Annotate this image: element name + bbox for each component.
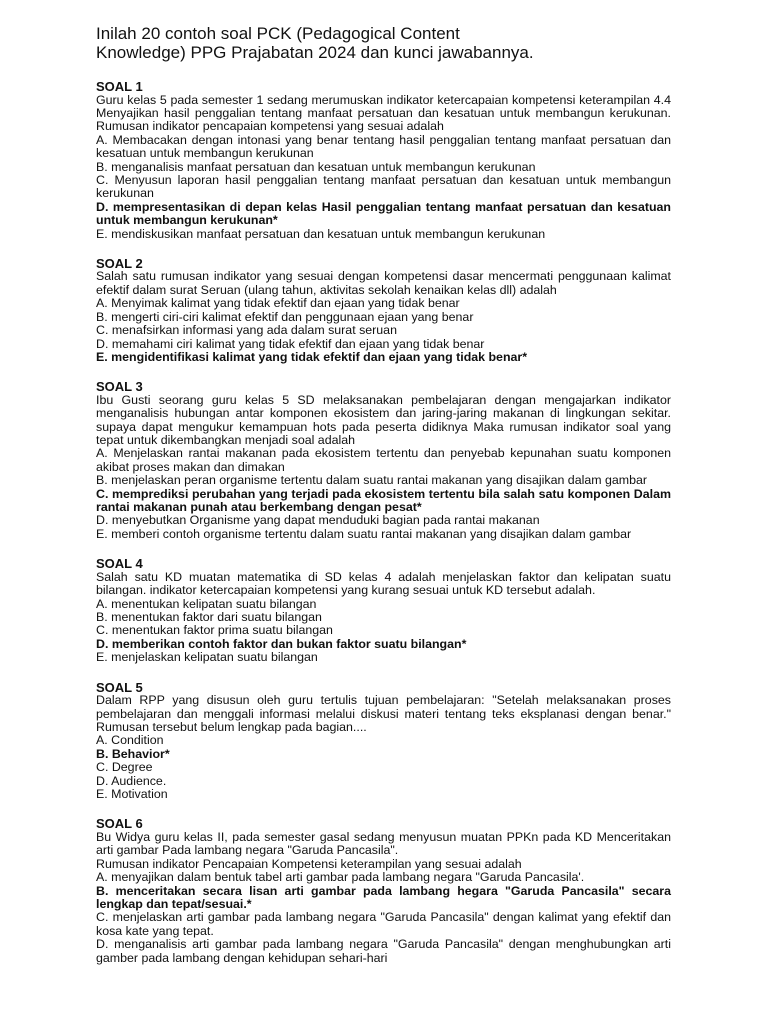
question-heading: SOAL 4 — [96, 556, 143, 572]
answer-option: C. menentukan faktor prima suatu bilangan — [96, 623, 333, 638]
answer-option: B. menjelaskan peran organisme tertentu dalam suatu rantai makanan yang disajikan dalam gambar — [96, 473, 648, 488]
answer-option: B. menganalisis manfaat persatuan dan kesatuan untuk membangun kerukunan — [96, 159, 536, 174]
question-stem: Ibu Gusti seorang guru kelas 5 SD melaksanakan pembelajaran dengan mengajarkan indikator menganalisis hubungan antar komponen ekosistem dan jaring-jaring makanan di lingkungan sekitar. supaya dapat mengukur kemampuan hots pada peserta didiknya Maka rumusan indikator soal yang tepat untuk dikembangkan menjadi soal adalah — [96, 392, 671, 448]
answer-option: A. menentukan kelipatan suatu bilangan — [96, 596, 317, 611]
question-stem: Dalam RPP yang disusun oleh guru tertulis tujuan pembelajaran: "Setelah melaksanakan proses pembelajaran dan menggali informasi melalui diskusi materi tentang teks eksplanasi dengan benar." Rumusan tersebut belum lengkap pada bagian.... — [96, 693, 671, 734]
answer-option: A. Menjelaskan rantai makanan pada ekosistem tertentu dan penyebab kepunahan suatu komponen akibat proses makan dan dimakan — [96, 446, 671, 474]
document-title-line-2: Knowledge) PPG Prajabatan 2024 dan kunci jawabannya. — [96, 43, 534, 62]
answer-option: C. menafsirkan informasi yang ada dalam surat seruan — [96, 323, 397, 338]
answer-option-correct: C. memprediksi perubahan yang terjadi pada ekosistem tertentu bila salah satu komponen Dalam rantai makanan punah atau berkembang dengan pesat* — [96, 486, 671, 515]
question-heading: SOAL 2 — [96, 255, 143, 271]
question-heading: SOAL 1 — [96, 79, 143, 94]
answer-option: D. menganalisis arti gambar pada lambang negara "Garuda Pancasila" dengan menghubungkan arti gamber pada lambang dengan kehidupan sehari-hari — [96, 937, 671, 965]
document-title-line-1: Inilah 20 contoh soal PCK (Pedagogical Content — [96, 24, 460, 43]
answer-option: E. Motivation — [96, 786, 168, 801]
question-stem: Salah satu KD muatan matematika di SD kelas 4 adalah menjelaskan faktor dan kelipatan suatu bilangan. indikator ketercapaian kompetensi yang kurang sesuai untuk KD tersebut adalah. — [96, 569, 671, 598]
question-stem: Bu Widya guru kelas II, pada semester gasal sedang menyusun muatan PPKn pada KD Menceritakan arti gambar Pada lambang negara "Garuda Pancasila". — [96, 829, 671, 858]
question-block — [96, 80, 671, 241]
answer-option-correct: E. mengidentifikasi kalimat yang tidak efektif dan ejaan yang tidak benar* — [96, 349, 528, 364]
answer-option: C. Degree — [96, 760, 153, 775]
answer-option: B. mengerti ciri-ciri kalimat efektif dan penggunaan ejaan yang benar — [96, 309, 474, 324]
question-list — [96, 80, 671, 965]
question-block — [96, 817, 671, 965]
answer-option: E. mendiskusikan manfaat persatuan dan kesatuan untuk membangun kerukunan — [96, 226, 546, 241]
answer-option: B. menentukan faktor dari suatu bilangan — [96, 610, 322, 624]
answer-option: A. Condition — [96, 733, 164, 748]
document-title — [96, 24, 671, 62]
answer-option: D. memahami ciri kalimat yang tidak efektif dan ejaan yang tidak benar — [96, 336, 485, 351]
question-block — [96, 681, 671, 802]
answer-option-correct: D. mempresentasikan di depan kelas Hasil penggalian tentang manfaat persatuan dan kesatuan untuk membangun kerukunan* — [96, 199, 671, 228]
question-block — [96, 557, 671, 664]
answer-option: C. Menyusun laporan hasil penggalian tentang manfaat persatuan dan kesatuan untuk membangun kerukunan — [96, 172, 671, 201]
question-heading: SOAL 5 — [96, 679, 143, 695]
answer-option: A. menyajikan dalam bentuk tabel arti gambar pada lambang negara "Garuda Pancasila'. — [96, 870, 585, 885]
question-stem: Salah satu rumusan indikator yang sesuai dengan kompetensi dasar mencermati penggunaan kalimat efektif dalam surat Seruan (ulang tahun, aktivitas sekolah kenaikan kelas dll) adalah — [96, 269, 671, 297]
question-heading: SOAL 3 — [96, 379, 143, 395]
answer-option: A. Membacakan dengan intonasi yang benar tentang hasil penggalian tentang manfaat persatuan dan kesatuan untuk membangun kerukunan — [96, 132, 671, 161]
question-stem: Guru kelas 5 pada semester 1 sedang merumuskan indikator ketercapaian kompetensi keterampilan 4.4 Menyajikan hasil penggalian tentang manfaat persatuan dan kesatuan untuk membangun kerukunan. Rumusan indikator pencapaian kompetensi yang sesuai adalah — [96, 92, 671, 134]
answer-option: D. Audience. — [96, 773, 167, 788]
answer-option: E. menjelaskan kelipatan suatu bilangan — [96, 650, 318, 665]
question-heading: SOAL 6 — [96, 816, 143, 832]
answer-option-correct: D. memberikan contoh faktor dan bukan faktor suatu bilangan* — [96, 636, 467, 651]
answer-option: C. menjelaskan arti gambar pada lambang negara "Garuda Pancasila" dengan kalimat yang efektif dan kosa kate yang tepat. — [96, 910, 671, 938]
answer-option: E. memberi contoh organisme tertentu dalam suatu rantai makanan yang disajikan dalam gambar — [96, 526, 632, 541]
answer-option: D. menyebutkan Organisme yang dapat menduduki bagian pada rantai makanan — [96, 513, 540, 528]
question-block — [96, 257, 671, 364]
answer-option-correct: B. Behavior* — [96, 746, 170, 761]
answer-option-correct: B. menceritakan secara lisan arti gambar pada lambang hegara "Garuda Pancasila" secara lengkap dan tepat/sesuai.* — [96, 883, 671, 911]
question-block — [96, 380, 671, 541]
answer-option: A. Menyimak kalimat yang tidak efektif dan ejaan yang tidak benar — [96, 296, 460, 311]
question-stem: Rumusan indikator Pencapaian Kompetensi keterampilan yang sesuai adalah — [96, 856, 522, 871]
